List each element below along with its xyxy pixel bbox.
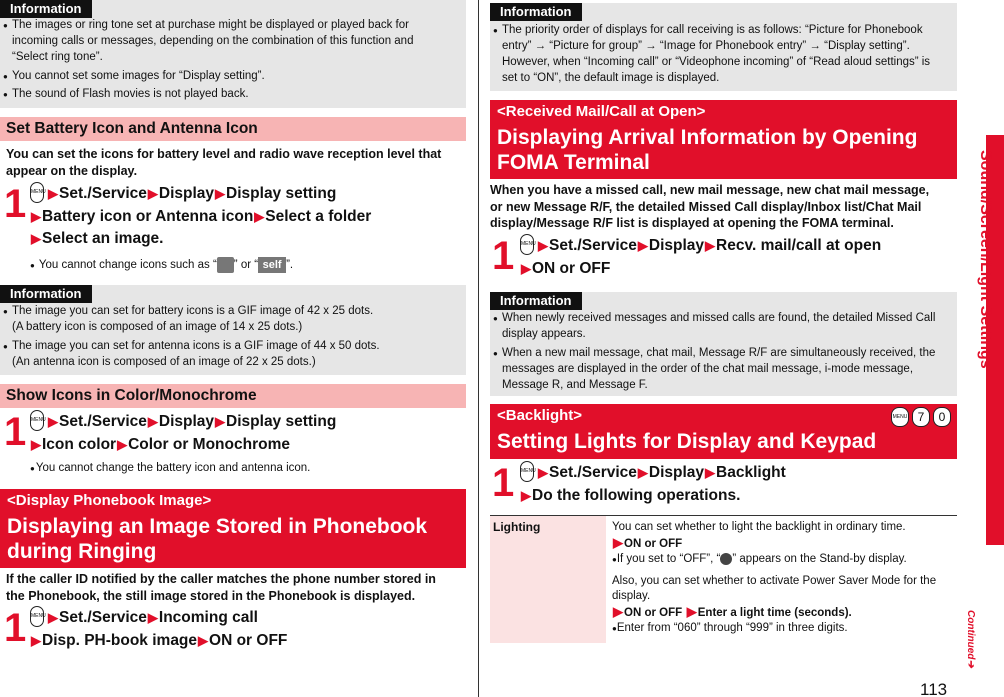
info-tag: Information [490,3,582,21]
info-line: “Select ring tone”. [12,51,103,63]
backlight-step: MENU ▶Set./Service▶Display▶Backlight ▶Do the following operations. [520,462,960,507]
table-line: ” appears on the Stand-by display. [732,553,907,565]
step-text: Set./Service [59,185,147,202]
page-number: 113 [920,680,948,697]
info-line: ● The priority order of displays for call receiving is as follows: “Picture for Phonebook [502,23,923,39]
table-line: Also, you can set whether to activate Power Saver Mode for the [612,575,937,587]
info-tag: Information [0,0,92,18]
table-line: display. [612,590,651,602]
table-line: You can set whether to light the backlight in ordinary time. [612,521,906,533]
intro-line: When you have a missed call, new mail message, new chat mail message, [490,183,930,197]
info-line: ● You cannot set some images for “Display setting”. [12,69,265,85]
info-line: entry” → “Picture for group” → “Image for Phonebook entry” → “Display setting”. [502,40,910,52]
info-line: However, when “Incoming call” or “Videophone incoming” of “Read aloud settings” is [502,56,931,68]
step-text: Select a folder [265,207,372,225]
banner-title: Displaying Arrival Information by Opening [497,126,918,149]
step-text: Display [158,413,215,430]
menu-key-icon: MENU [891,407,909,427]
arrow-icon: ➔ [965,659,976,668]
intro-line: appear on the display. [6,163,138,178]
phonebook-intro [6,571,468,604]
continued-label [954,610,976,690]
info-line: (A battery icon is composed of an image of 14 x 25 dots.) [12,321,303,333]
step-text: Do the following operations. [532,486,741,504]
banner-subtitle: <Backlight> [497,407,583,424]
step-text: ON or OFF [532,259,611,277]
menu-key-icon: MENU [30,410,44,431]
info-line: ● The image you can set for battery icons is a GIF image of 42 x 25 dots. [12,304,373,320]
banner-title: Setting Lights for Display and Keypad [497,430,877,453]
note-text: ”. [286,259,294,272]
step-text: Display setting [226,413,337,430]
menu-key-icon: MENU [520,461,534,482]
menu-key-icon: MENU [30,182,44,203]
key-7-icon: 7 [912,407,930,427]
table-line: Enter from “060” through “999” in three digits. [616,622,848,634]
banner-title: FOMA Terminal [497,151,650,174]
shortcut-keys [891,407,951,427]
phonebook-step: MENU ▶Set./Service▶Incoming call ▶Disp. PH-book image▶ON or OFF [30,607,460,652]
info-line: set to “ON”, the default image is displayed. [502,72,720,84]
intro-line: If the caller ID notified by the caller matches the phone number stored in [6,572,436,586]
info-box-4 [490,292,957,396]
battery-intro [6,146,468,179]
info-line: (An antenna icon is composed of an image of 22 x 25 dots.) [12,356,316,368]
step-number: 1 [492,234,515,278]
arrival-step: MENU ▶Set./Service▶Display▶Recv. mail/call at open ▶ON or OFF [520,235,960,280]
step-text: Disp. PH-book image [42,631,198,649]
step-number: 1 [4,182,27,226]
column-divider [478,0,479,697]
lighting-description: You can set whether to light the backlight in ordinary time. ▶ON or OFF ●If you set to “OFF”, “ ” appears on the Stand-by display. Also, you can set whether to activate Power Saver Mode for the display. ▶ON or OFF ▶Enter a light time (seconds). ●Enter from “060” through “999” in three digits. [612,516,957,636]
phonebook-banner [0,489,466,568]
step-text: Select an image. [42,230,164,247]
info-tag: Information [490,292,582,310]
step-text: Display [158,185,215,202]
info-box-2 [0,285,466,375]
backlight-banner [490,404,957,459]
info-line: ● The sound of Flash movies is not played back. [12,87,249,103]
table-line: Enter a light time (seconds). [697,607,852,619]
info-line: incoming calls or messages, depending on the combination of this function and [12,35,414,47]
step-text: Color or Monochrome [128,435,290,453]
info-line: display appears. [502,328,586,340]
step-text: Display setting [226,185,337,202]
note-text: ” or “ [233,259,259,272]
intro-line: You can set the icons for battery level and radio wave reception level that [6,147,442,161]
self-icon: self [258,257,286,273]
intro-line: display/Message R/F list is displayed at opening the FOMA terminal. [490,216,894,230]
step-text: Battery icon or Antenna icon [42,207,254,225]
step-number: 1 [4,410,27,454]
note-text: You cannot change icons such as “ [38,259,217,272]
backlight-off-icon [720,553,732,565]
color-note: ● You cannot change the battery icon and antenna icon. [30,461,310,476]
info-tag: Information [0,285,92,303]
arrival-banner [490,100,957,179]
step-text: Set./Service [549,464,637,481]
step-text: Icon color [42,435,117,453]
info-line: ● The image you can set for antenna icons is a GIF image of 44 x 50 dots. [12,339,380,355]
continued-text: Continued [965,610,976,660]
step-text: Display [648,237,705,254]
key-0-icon: 0 [933,407,951,427]
table-line: ON or OFF [624,538,683,550]
step-text: Backlight [716,464,786,481]
info-line: ● The images or ring tone set at purchase might be displayed or played back for [12,18,409,34]
info-line: ● When a new mail message, chat mail, Message R/F are simultaneously received, the [502,346,935,362]
info-box-3 [490,3,957,91]
table-line: ON or OFF [624,607,683,619]
lighting-label: Lighting [490,516,606,643]
menu-key-icon: MENU [30,606,44,627]
step-text: Set./Service [59,413,147,430]
info-line: ● When newly received messages and missed calls are found, the detailed Missed Call [502,311,935,327]
section-heading-color: Show Icons in Color/Monochrome [0,384,466,408]
step-text: Set./Service [59,609,147,626]
intro-line: or new Message R/F, the detailed Missed Call display/Inbox list/Chat Mail [490,199,922,214]
table-line: If you set to “OFF”, “ [616,553,721,565]
step-text: Set./Service [549,237,637,254]
step-text: Incoming call [158,609,258,626]
battery-note [30,257,460,273]
step-number: 1 [4,606,27,650]
step-text: ON or OFF [209,631,288,649]
banner-title: Displaying an Image Stored in Phonebook [7,515,428,538]
step-text: Display [648,464,705,481]
arrival-intro [490,182,960,232]
chapter-title: Sound/Screen/Light Settings [977,150,994,369]
step-text: Recv. mail/call at open [716,237,882,254]
info-line: Message R, and Message F. [502,379,648,391]
color-step: MENU ▶Set./Service▶Display▶Display setting ▶Icon color▶Color or Monochrome [30,411,460,456]
info-box-1 [0,0,466,108]
info-line: messages are displayed in the order of the chat mail message, i-mode message, [502,363,914,375]
banner-subtitle: <Display Phonebook Image> [7,492,212,509]
lighting-table [490,515,957,642]
step-number: 1 [492,461,515,505]
section-heading-battery: Set Battery Icon and Antenna Icon [0,117,466,141]
menu-key-icon: MENU [520,234,534,255]
banner-subtitle: <Received Mail/Call at Open> [497,103,706,120]
intro-line: the Phonebook, the still image stored in the Phonebook is displayed. [6,588,416,603]
banner-title: during Ringing [7,540,157,563]
battery-step: MENU ▶Set./Service▶Display▶Display setting ▶Battery icon or Antenna icon▶Select a folder ▶Select an image. [30,183,460,251]
antenna-icon [217,257,234,273]
